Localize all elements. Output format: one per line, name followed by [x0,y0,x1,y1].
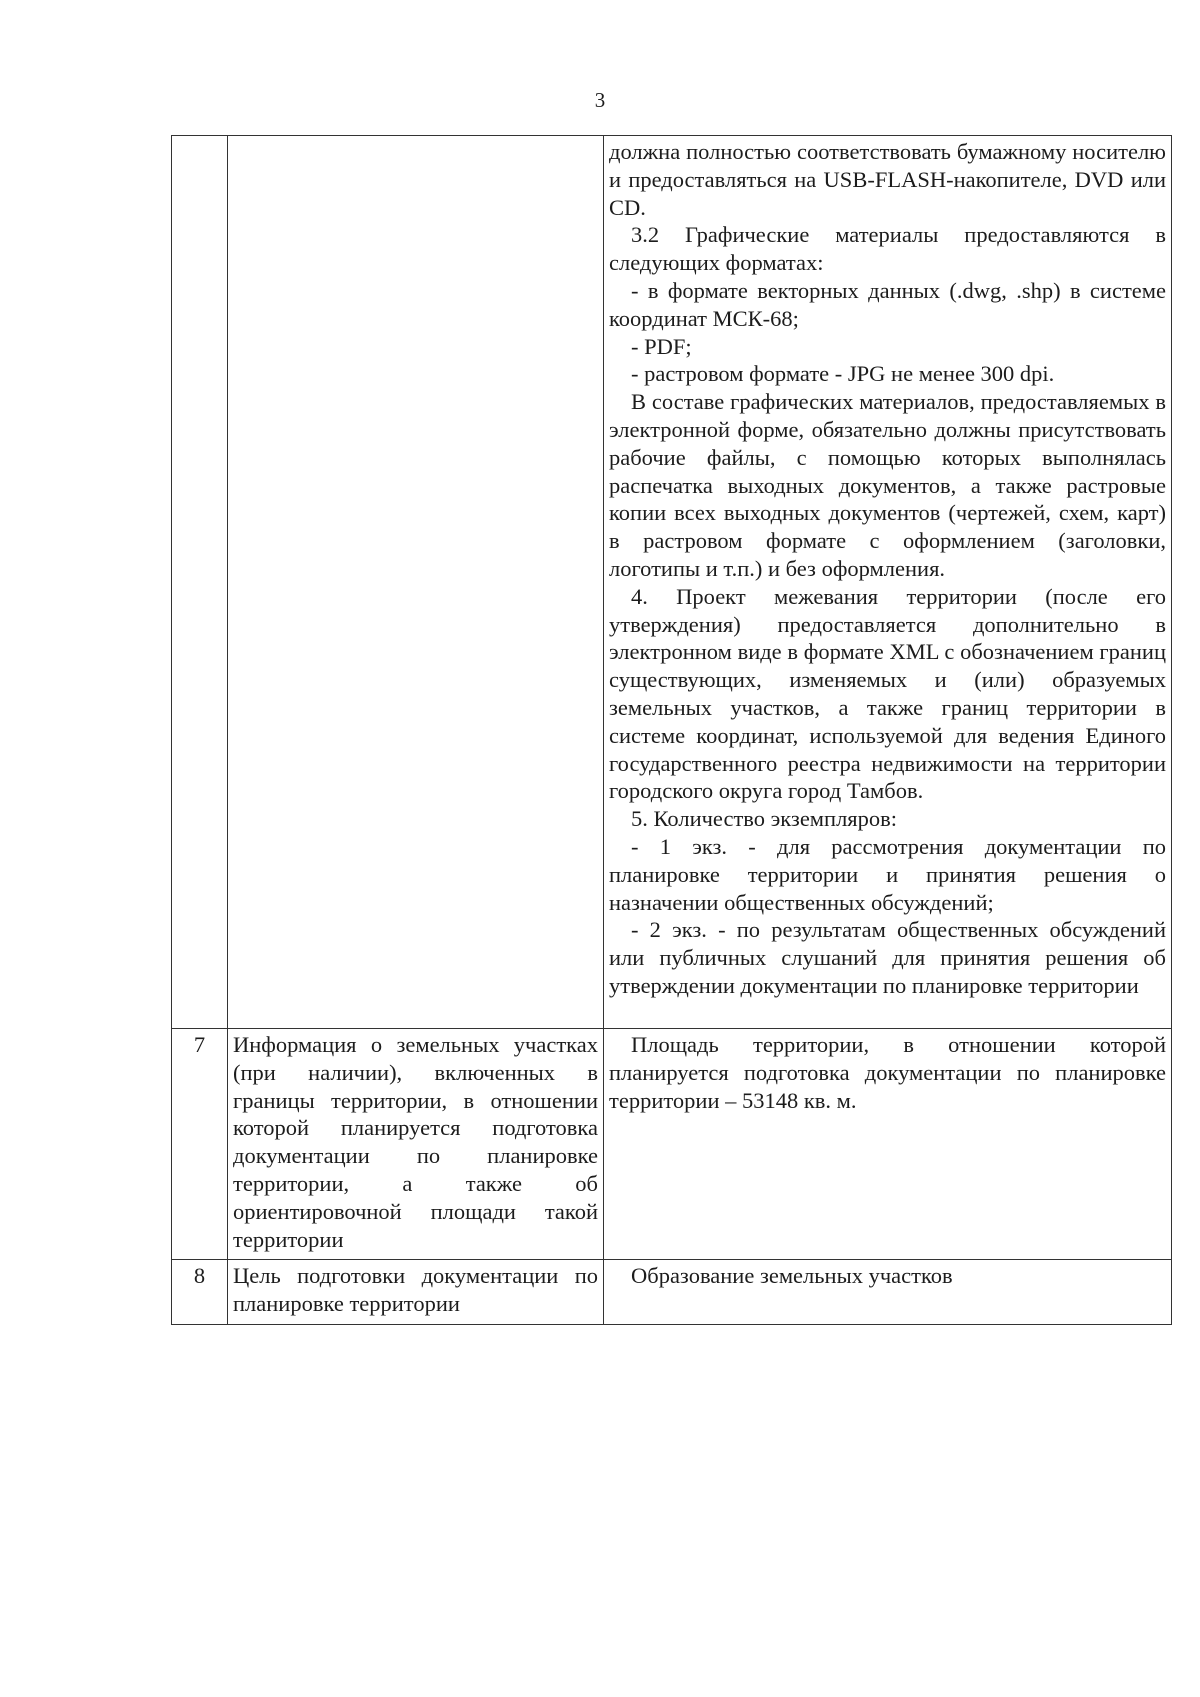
value-paragraph: Образование земельных участков [631,1263,953,1289]
row-number-cell: 8 [172,1260,228,1325]
table-row-7 [172,1029,1172,1260]
value-paragraph: - PDF; [631,333,692,359]
value-paragraph: В составе графических материалов, предоставляемых в электронной форме, обязательно должны присутствовать рабочие файлы, с помощью которых выполнялась распечатка выходных документов, а также растровые копии всех выходных документов (чертежей, схем, карт) в растровом формате с оформлением (заголовки, логотипы и т.п.) и без оформления. [609,389,1166,581]
value-paragraph: должна полностью соответствовать бумажному носителю и предоставляться на USB-FLASH-накопителе, DVD или CD. [609,139,1166,220]
page-number: 3 [594,88,606,112]
specification-table [171,135,1172,1325]
row-value-cell [604,1029,1172,1260]
value-paragraph: - растровом формате - JPG не менее 300 dpi. [631,361,1055,387]
row-value-cell [604,136,1172,1029]
value-paragraph: - 1 экз. - для рассмотрения документации по планировке территории и принятия решения о назначении общественных обсуждений; [609,833,1166,915]
value-paragraph: 3.2 Графические материалы предоставляются в следующих форматах: [609,222,1166,276]
value-paragraph: - 2 экз. - по результатам общественных обсуждений или публичных слушаний для принятия решения об утверждении документации по планировке территории [609,917,1166,998]
value-paragraph: Площадь территории, в отношении которой планируется подготовка документации по планировке территории – 53148 кв. м. [609,1032,1166,1113]
row-name-cell [228,136,604,1029]
row-number-cell: 7 [172,1029,228,1260]
row-name-cell: Цель подготовки документации по планировке территории [228,1260,604,1325]
value-paragraph: 5. Количество экземпляров: [631,806,898,832]
table-row-continuation [172,136,1172,1029]
row-name-cell: Информация о земельных участках (при наличии), включенных в границы территории, в отношении которой планируется подготовка документации по планировке территории, а также об ориентировочной площади такой территории [228,1029,604,1260]
row-number-cell [172,136,228,1029]
value-paragraph: 4. Проект межевания территории (после его утверждения) предоставляется дополнительно в электронном виде в формате XML с обозначением границ существующих, изменяемых и (или) образуемых земельных участков, а также границ территории в системе координат, используемой для ведения Единого государственного реестра недвижимости на территории городского округа город Тамбов. [609,583,1166,804]
row-value-cell [604,1260,1172,1325]
table-row-8 [172,1260,1172,1325]
value-paragraph: - в формате векторных данных (.dwg, .shp) в системе координат МСК-68; [609,277,1166,331]
